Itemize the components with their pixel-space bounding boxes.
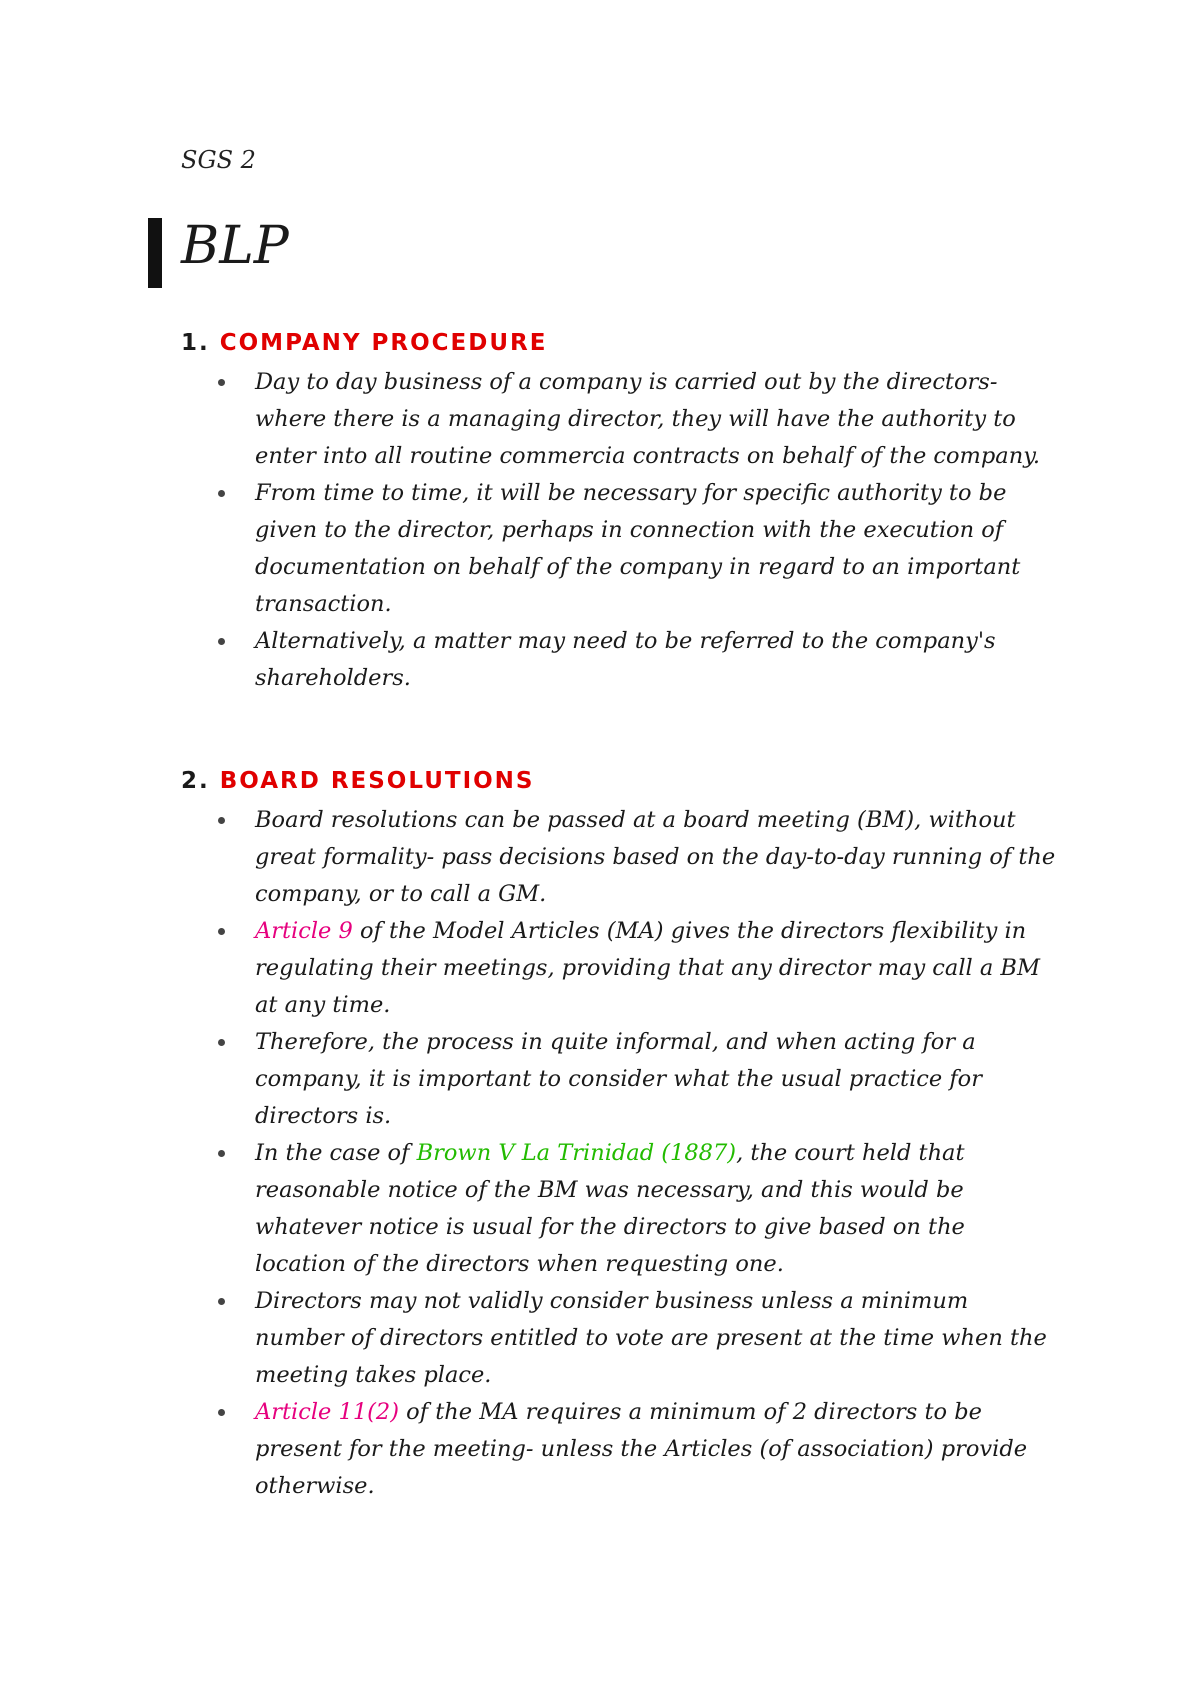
section-title: BOARD RESOLUTIONS (219, 768, 535, 794)
list-item (255, 913, 1061, 1024)
section-number: 1. (181, 330, 210, 356)
bullet-icon (218, 638, 225, 645)
list-item-text: Directors may not validly consider business unless a minimum number of directors entitled to vote are present at the time when the meeting takes place. (255, 1288, 1047, 1388)
bullet-icon (218, 490, 225, 497)
section-company-procedure (181, 330, 1061, 697)
list-item-text: Board resolutions can be passed at a board meeting (BM), without great formality- pass decisions based on the day-to-day running of the company, or to call a GM. (255, 807, 1056, 907)
list-item (255, 1394, 1061, 1505)
list-item (255, 475, 1061, 623)
section-heading (181, 330, 1061, 356)
list-item-text: Day to day business of a company is carried out by the directors- where there is a managing director, they will have the authority to enter into all routine commercia contracts on behalf of the company. (255, 369, 1041, 469)
section-heading (181, 768, 1061, 794)
title-accent-bar (148, 218, 162, 288)
bullet-icon (218, 817, 225, 824)
list-item (255, 623, 1061, 697)
list-item (255, 1135, 1061, 1283)
list-item-prefix: In the case of (255, 1140, 417, 1166)
list-item-text: of the Model Articles (MA) gives the directors flexibility in regulating their meetings, providing that any director may call a BM at any time. (255, 918, 1041, 1018)
list-item-text: , the court held that reasonable notice of the BM was necessary, and this would be whatever notice is usual for the directors to give based on the location of the directors when requesting one. (255, 1140, 965, 1277)
bullet-icon (218, 1039, 225, 1046)
bullet-icon (218, 379, 225, 386)
section-title: COMPANY PROCEDURE (219, 330, 548, 356)
list-item-text: of the MA requires a minimum of 2 directors to be present for the meeting- unless the Articles (of association) provide otherwise. (255, 1399, 1028, 1499)
bullet-icon (218, 1298, 225, 1305)
list-item (255, 1283, 1061, 1394)
case-reference: Brown V La Trinidad (1887) (416, 1140, 737, 1166)
header-label: SGS 2 (181, 146, 256, 174)
section-board-resolutions (181, 768, 1061, 1505)
bullet-list (181, 802, 1061, 1505)
bullet-icon (218, 1150, 225, 1157)
bullet-icon (218, 1409, 225, 1416)
list-item-text: Therefore, the process in quite informal, and when acting for a company, it is important to consider what the usual practice for directors is. (255, 1029, 982, 1129)
article-reference: Article 11(2) (255, 1399, 400, 1425)
list-item (255, 1024, 1061, 1135)
bullet-icon (218, 928, 225, 935)
bullet-list (181, 364, 1061, 697)
section-number: 2. (181, 768, 210, 794)
list-item-text: Alternatively, a matter may need to be referred to the company's shareholders. (255, 628, 996, 691)
article-reference: Article 9 (255, 918, 353, 944)
list-item (255, 364, 1061, 475)
list-item-text: From time to time, it will be necessary for specific authority to be given to the director, perhaps in connection with the execution of documentation on behalf of the company in regard to an important transaction. (255, 480, 1021, 617)
document-title: BLP (181, 216, 289, 276)
list-item (255, 802, 1061, 913)
